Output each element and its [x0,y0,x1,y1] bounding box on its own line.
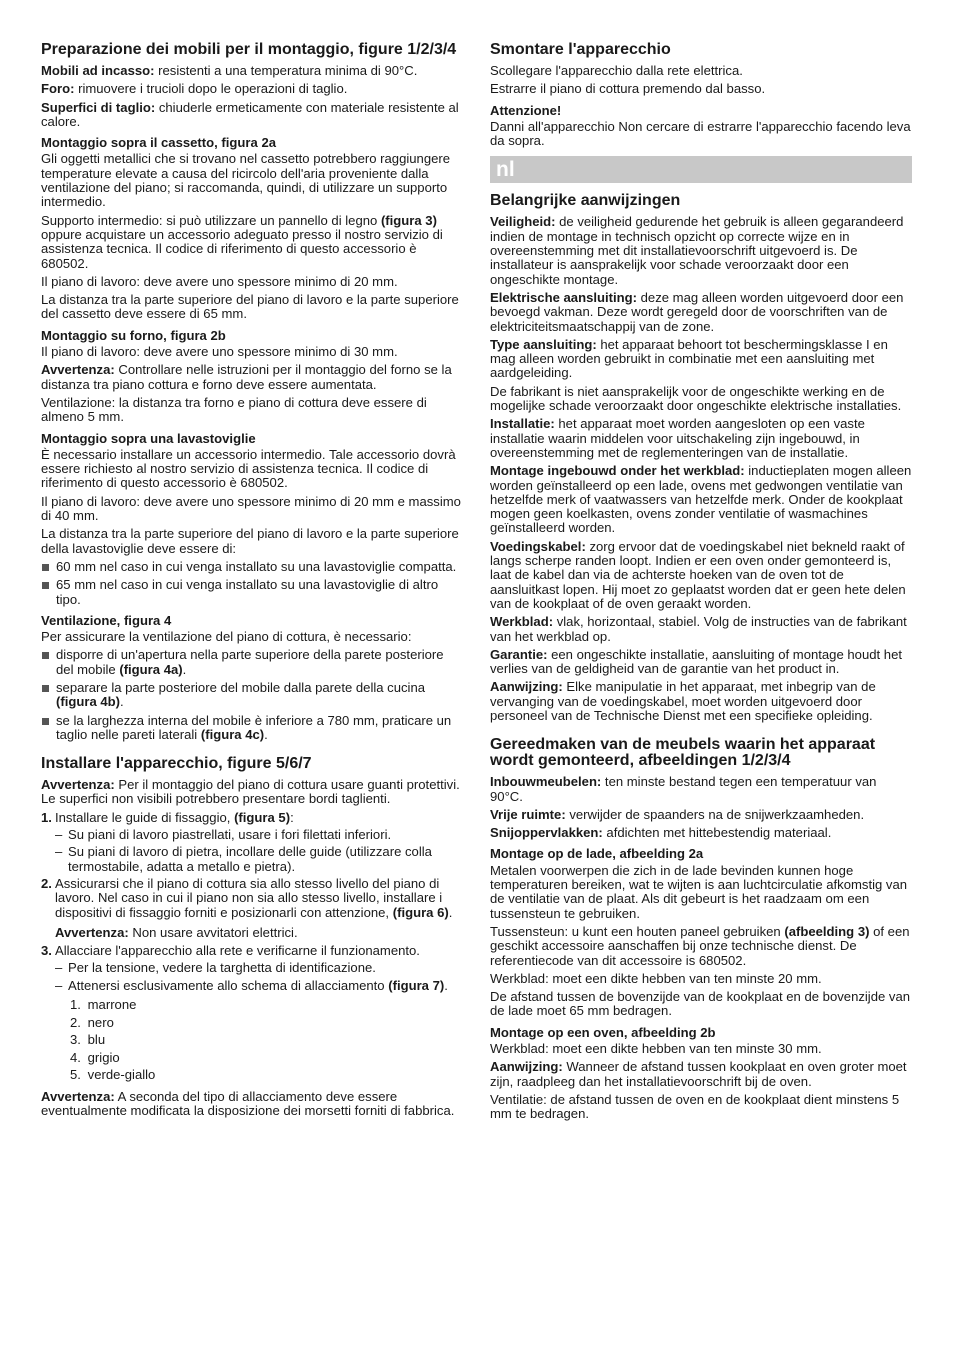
bullet-item: 65 mm nel caso in cui venga installato su una lavastoviglie di altro tipo. [41,578,463,607]
wire-color: blu [87,1032,106,1048]
term-label: Inbouwmeubelen: [490,774,602,790]
text: . [444,977,448,993]
right-column [490,40,912,1126]
language-bar [490,156,912,183]
section-heading-smontare: Smontare l'apparecchio [490,41,671,58]
term-label: Voedingskabel: [490,538,586,554]
wire-number: 2. [70,1014,81,1030]
subheading-lade: Montage op de lade, afbeelding 2a [490,846,704,862]
step-2-note [55,926,463,940]
paragraph-elektrisch [490,291,912,334]
term-label: Werkblad: [490,614,554,630]
paragraph-inbouw [490,775,912,804]
term-text: chiuderle ermeticamente con materiale resistente al calore. [41,99,459,129]
section-heading-belangrijk: Belangrijke aanwijzingen [490,192,681,210]
subheading-ventilazione: Ventilazione, figura 4 [41,612,172,628]
dash-item [41,979,463,993]
term-label: Type aansluiting: [490,336,597,352]
dash-item: – Su piani di lavoro piastrellati, usare i fori filettati inferiori. [41,828,463,842]
section-heading-preparazione: Preparazione dei mobili per il montaggio, figure 1/2/3/4 [41,41,457,58]
paragraph-forno-2 [41,363,463,392]
paragraph-install-warning [41,778,463,807]
section-heading-installare: Installare l'apparecchio, figure 5/6/7 [41,755,312,773]
paragraph-forno-3: Ventilazione: la distanza tra forno e piano di cottura deve essere di almeno 5 mm. [41,394,427,425]
paragraph-garantie [490,648,912,677]
term-label: Aanwijzing: [490,1059,563,1075]
paragraph-lade-3: Werkblad: moet een dikte hebben van ten minste 20 mm. [490,970,822,986]
paragraph-fabrikant: De fabrikant is niet aansprakelijk voor de ongeschikte werking en de mogelijke schade veroorzaakt door ongeschikte elektrische installaties. [490,383,902,414]
bullet-item [41,648,463,677]
term-text: deze mag alleen worden uitgevoerd door een bevoegd vakman. Deze wordt geregeld door de voorschriften van de elektriciteitsmaatschappij van de zone. [490,289,904,334]
paragraph-foro [41,82,463,96]
paragraph-cassetto-2 [41,214,463,271]
term-text: resistenti a una temperatura minima di 90°C. [154,63,418,78]
figure-ref: (figura 6) [392,904,449,920]
term-text: Non usare avvitatori elettrici. [128,924,298,940]
paragraph-lav-2: Il piano di lavoro: deve avere uno spessore minimo di 20 mm e massimo di 40 mm. [41,493,461,524]
subheading-lavastoviglie: Montaggio sopra una lavastoviglie [41,430,256,446]
paragraph-oven-2 [490,1060,912,1089]
paragraph-lade-4: De afstand tussen de bovenzijde van de kookplaat en de bovenzijde van de lade moet 65 mm bedragen. [490,989,911,1019]
paragraph-ventilazione: Per assicurare la ventilazione del piano di cottura, è necessario: [41,629,412,645]
paragraph-superfici [41,101,463,130]
paragraph-montage [490,464,912,535]
term-text: zorg ervoor dat de voedingskabel niet bekneld raakt of langs scherpe randen loopt. Indien er een oven onder gemonteerd is, laat de kabel dan via de achterste hoeken van de oven tot de aansluitkast lopen. Hij moet zo geplaatst worden dat er geen hete delen van de kookplaat of de oven geraakt worden. [490,538,906,611]
bullet-item [41,714,463,743]
paragraph-snijoppervlakken [490,826,912,840]
figure-ref: (figura 4b) [56,694,121,710]
paragraph-oven-3: Ventilatie: de afstand tussen de oven en de kookplaat dient minstens 5 mm te bedragen. [490,1091,900,1122]
paragraph-werkblad [490,615,912,644]
section-heading-gereedmaken: Gereedmaken van de meubels waarin het apparaat wordt gemonteerd, afbeeldingen 1/2/3/4 [490,736,876,770]
figure-ref: (figura 4a) [119,661,183,677]
term-text: inductieplaten mogen alleen worden geïnstalleerd op een lade, ovens met gedwongen ventilatie van hetzelfde merk of vaatwassers van hetzelfde merk. Onder de kookplaat mogen geen koelkasten, ovens zonder ventilatie of wasmachines geïnstalleerd worden. [490,463,912,536]
paragraph-installatie [490,417,912,460]
term-label: Aanwijzing: [490,679,563,695]
term-text: Controllare nelle istruzioni per il montaggio del forno se la distanza tra piano cottura e forno deve essere aumentata. [41,362,452,392]
text: Supporto intermedio: si può utilizzare un pannello di legno [41,212,381,228]
term-text: vlak, horizontaal, stabiel. Volg de instructies van de fabrikant van het werkblad op. [490,614,907,644]
figure-ref: (afbeelding 3) [784,923,870,939]
term-label: Snijoppervlakken: [490,825,603,841]
subheading-cassetto: Montaggio sopra il cassetto, figura 2a [41,135,277,151]
language-code: nl [496,158,515,182]
paragraph-lav-1: È necessario installare un accessorio intermedio. Tale accessorio dovrà essere richiesto al nostro servizio di assistenza tecnica. Il codice di riferimento di questo accessorio è 680502. [41,446,456,491]
term-text: een ongeschikte installatie, aansluiting of montage houdt het verlies van de geldigheid van de garantie van het product in. [490,646,902,677]
wire-number: 1. [70,997,81,1013]
step-2 [41,877,463,920]
text: . [182,661,187,677]
text: Attenersi esclusivamente allo schema di allacciamento [68,977,389,993]
term-text: Per il montaggio del piano di cottura usare guanti protettivi. Le superfici non visibili potrebbero presentare bordi taglienti. [41,777,460,807]
figure-ref: (figura 7) [388,977,445,993]
term-text: Wanneer de afstand tussen kookplaat en oven groter moet zijn, raadpleeg dan het installatievoorschrift bij de oven. [490,1059,907,1089]
step-number: 2. [41,875,52,891]
term-text: ten minste bestand tegen een temperatuur van 90°C. [490,774,877,804]
paragraph-veiligheid [490,215,912,286]
paragraph-smontare-3: Danni all'apparecchio Non cercare di estrarre l'apparecchio facendo leva da sopra. [490,118,911,149]
text: . [120,694,124,710]
step-1 [41,811,463,825]
term-text: rimuovere i trucioli dopo le operazioni di taglio. [74,81,348,97]
step-number: 1. [41,809,52,825]
paragraph-cassetto-4: La distanza tra la parte superiore del piano di lavoro e la parte superiore del cassetto deve essere di 65 mm. [41,292,459,322]
paragraph-cassetto-3: Il piano di lavoro: deve avere uno spessore minimo di 20 mm. [41,273,398,289]
term-text: het apparaat behoort tot beschermingsklasse I en mag alleen worden gebruikt in combinatie met een aansluiting met aardgeleiding. [490,336,888,381]
dash-item: – Per la tensione, vedere la targhetta di identificazione. [41,961,463,975]
text: Assicurarsi che il piano di cottura sia allo stesso livello del piano di lavoro. Nel caso in cui il piano non sia allo stesso livello, installare i dispositivi di fissaggio forniti e posizionarli con attenzione, [55,875,443,920]
paragraph-forno-1: Il piano di lavoro: deve avere uno spessore minimo di 30 mm. [41,344,398,360]
term-label: Avvertenza: [41,1088,115,1104]
subheading-oven: Montage op een oven, afbeelding 2b [490,1024,716,1040]
term-text: verwijder de spaanders na de snijwerkzaamheden. [565,806,865,822]
text: . [264,726,268,742]
subheading-forno: Montaggio su forno, figura 2b [41,327,226,343]
paragraph-voedingskabel [490,540,912,611]
bullet-item [41,681,463,710]
term-label: Foro: [41,81,75,97]
paragraph-oven-1: Werkblad: moet een dikte hebben van ten minste 30 mm. [490,1041,822,1057]
paragraph-final-warning [41,1090,463,1119]
wire-number: 3. [70,1032,81,1048]
term-label: Avvertenza: [55,924,129,940]
wire-color: grigio [87,1049,120,1065]
wire-item [70,1031,463,1049]
step-number: 3. [41,943,52,959]
paragraph-lade-1: Metalen voorwerpen die zich in de lade bevinden kunnen hoge temperaturen bereiken, wat te wijten is aan luchtcirculatie afkomstig van de ventilatie van de plaat. Als dit gebeurt is het raadzaam om een tussensteun te gebruiken. [490,862,908,921]
term-label: Superfici di taglio: [41,99,156,115]
term-label: Avvertenza: [41,777,115,793]
wire-item [70,1049,463,1067]
paragraph-vrije-ruimte [490,808,912,822]
subheading-attenzione: Attenzione! [490,102,562,118]
paragraph-smontare-1: Scollegare l'apparecchio dalla rete elettrica. [490,63,743,78]
paragraph-mobili-incasso [41,64,463,78]
term-label: Vrije ruimte: [490,806,566,822]
left-column [41,40,463,1122]
wire-item [70,1066,463,1084]
wire-color: marrone [87,997,137,1013]
text: : [290,809,294,825]
paragraph-type [490,338,912,381]
term-label: Montage ingebouwd onder het werkblad: [490,463,745,479]
wire-item [70,1014,463,1032]
figure-ref: (figura 3) [380,212,437,228]
term-text: A seconda del tipo di allacciamento deve essere eventualmente modificata la disposizione dei morsetti forniti di fabbrica. [41,1088,455,1118]
wire-color: verde-giallo [87,1067,156,1083]
wire-item [70,996,463,1014]
term-text: afdichten met hittebestendig materiaal. [602,825,832,841]
figure-ref: (figura 5) [234,809,291,825]
term-label: Veiligheid: [490,214,556,230]
wire-color: nero [87,1014,114,1030]
text: . [448,904,453,920]
term-text: het apparaat moet worden aangesloten op een vaste installatie waarin middelen voor uitschakeling zijn ingebouwd, in overeenstemming met de reglementeringen van de installatie. [490,416,865,460]
term-label: Garantie: [490,646,548,662]
text: of een geschikt accessoire aanschaffen bij onze technische dienst. De referentiecode van dit accessoire is 680502. [490,923,910,968]
text: Allacciare l'apparecchio alla rete e verificarne il funzionamento. [55,943,420,959]
text: Tussensteun: u kunt een houten paneel gebruiken [490,923,785,939]
paragraph-lade-2 [490,925,912,968]
term-label: Mobili ad incasso: [41,63,155,78]
step-3 [41,944,463,958]
paragraph-cassetto-1: Gli oggetti metallici che si trovano nel cassetto potrebbero raggiungere temperature elevate a causa del ricircolo dell'aria proveniente dalla ventilazione del piano; si raccomanda, quindi, di utilizzare un supporto intermedio. [41,151,451,210]
wire-number: 4. [70,1049,81,1065]
paragraph-aanwijzing [490,680,912,723]
term-label: Avvertenza: [41,362,115,378]
paragraph-smontare-2: Estrarre il piano di cottura premendo dal basso. [490,81,766,97]
text: se la larghezza interna del mobile è inferiore a 780 mm, praticare un taglio nelle pareti laterali [56,712,452,742]
text: disporre di un'apertura nella parte superiore della parete posteriore del mobile [56,647,444,677]
figure-ref: (figura 4c) [200,726,265,742]
text: separare la parte posteriore del mobile dalla parete della cucina [56,679,426,695]
text: oppure acquistare un accessorio adeguato presso il nostro servizio di assistenza tecnica. Il codice di riferimento di questo accessorio è 680502. [41,226,443,271]
paragraph-lav-3: La distanza tra la parte superiore del piano di lavoro e la parte superiore della lavastoviglie deve essere di: [41,526,459,556]
term-text: Elke manipulatie in het apparaat, met inbegrip van de vervanging van de voedingskabel, moet worden uitgevoerd door personeel van de Technische Dienst met een specifieke opleiding. [490,679,876,723]
dash-item: – Su piani di lavoro di pietra, incollare delle guide (utilizzare colla termostabile, adatta a metallo e pietra). [41,845,463,874]
wire-number: 5. [70,1067,81,1083]
term-text: de veiligheid gedurende het gebruik is alleen gegarandeerd indien de montage in technisch opzicht op correcte wijze en in overeenstemming met dit installatievoorschrift uitgevoerd is. De installateur is aansprakelijk voor schade veroorzaakt door een ongeschikte montage. [490,214,904,287]
text: Installare le guide di fissaggio, [55,809,235,825]
term-label: Installatie: [490,416,555,432]
bullet-item: 60 mm nel caso in cui venga installato su una lavastoviglie compatta. [41,560,463,574]
term-label: Elektrische aansluiting: [490,289,637,305]
